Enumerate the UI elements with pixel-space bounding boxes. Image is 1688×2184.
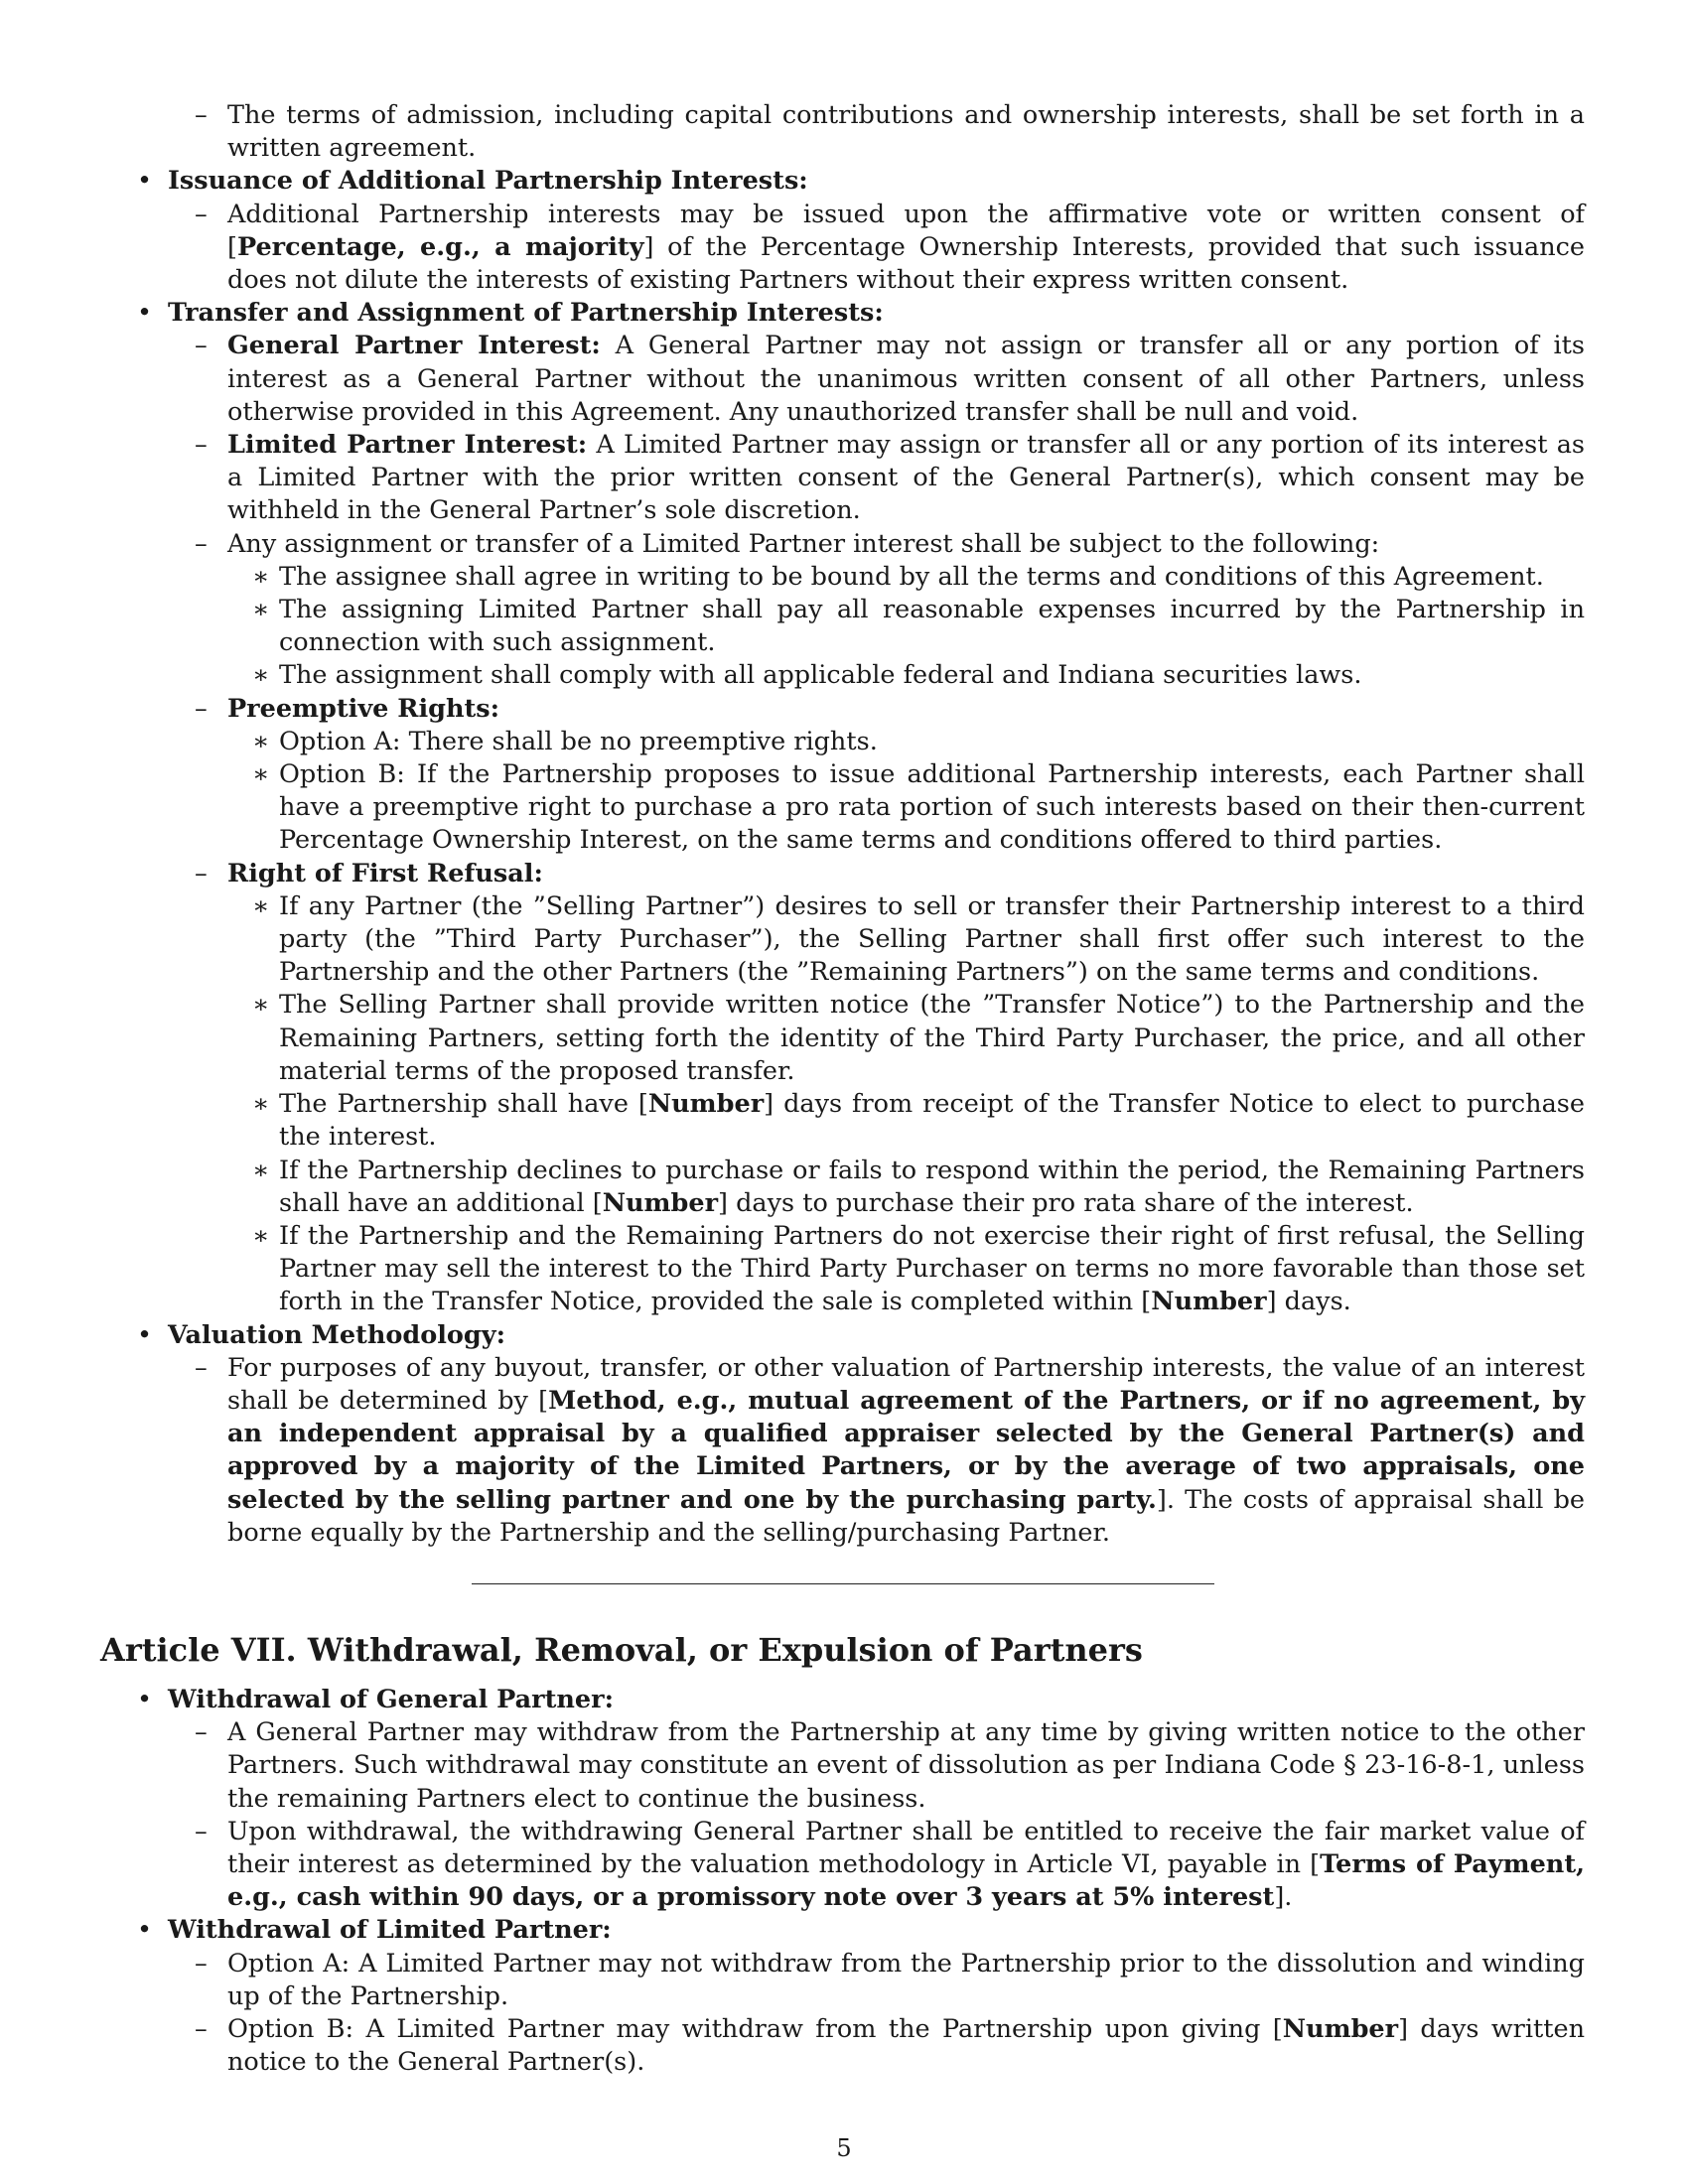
dash-bullet: –	[195, 100, 208, 130]
rofr-text-cont: ] days to purchase their pro rata share of the interest.	[718, 1187, 1414, 1218]
issuance-placeholder: Percentage, e.g., a majority	[236, 231, 644, 262]
dot-bullet: •	[137, 1319, 153, 1350]
section-divider	[472, 1583, 1214, 1584]
dash-bullet: –	[195, 693, 208, 724]
dot-bullet: •	[137, 1684, 153, 1714]
list-item	[0, 561, 1688, 594]
lp-withdrawal-heading: Withdrawal of Limited Partner:	[168, 1915, 612, 1946]
star-bullet: ∗	[252, 1155, 270, 1185]
dash-bullet: –	[195, 1948, 208, 1979]
gp-interest-text: A General Partner may not assign or transfer all or any portion of its interest as a General Partner without the unanimous written consent of all other Partners, unless otherwise provided in this Agreement. Any unauthorized transfer shall be null and void.	[227, 331, 1585, 427]
list-item	[0, 1684, 1688, 1716]
rofr-text: The Selling Partner shall provide written notice (the ”Transfer Notice”) to the Partnership and the Remaining Partners, setting forth the identity of the Third Party Purchaser, the price, and all other material terms of the proposed transfer.	[279, 990, 1585, 1086]
lp-withdrawal-text-cont: ] days written notice to the General Partner(s).	[227, 2013, 1585, 2078]
article-heading: Article VII. Withdrawal, Removal, or Expulsion of Partners	[100, 1630, 1143, 1669]
gp-withdrawal-text: A General Partner may withdraw from the Partnership at any time by giving written notice to the other Partners. Such withdrawal may constitute an event of dissolution as per Indiana Code § 23-16-8-1, unless the remaining Partners elect to continue the business.	[227, 1717, 1585, 1814]
preemptive-option-a: Option A: There shall be no preemptive rights.	[279, 726, 878, 756]
star-bullet: ∗	[252, 660, 270, 691]
admission-terms-text: The terms of admission, including capital contributions and ownership interests, shall be set forth in a written agreement.	[227, 100, 1585, 164]
list-item	[0, 1914, 1688, 1947]
list-item	[0, 429, 1688, 528]
list-item	[0, 659, 1688, 692]
issuance-text: Additional Partnership interests may be issued upon the affirmative vote or written consent of [	[227, 199, 1585, 262]
number-placeholder: Number	[647, 1089, 765, 1120]
lp-interest-label: Limited Partner Interest:	[227, 430, 588, 461]
list-item	[0, 1948, 1688, 2013]
list-item	[0, 528, 1688, 561]
dot-bullet: •	[137, 1915, 153, 1946]
lp-withdrawal-option-b: Option B: A Limited Partner may withdraw from the Partnership upon giving [	[227, 2013, 1283, 2044]
valuation-text-cont: ]. The costs of appraisal shall be borne equally by the Partnership and the selling/purchasing Partner.	[227, 1484, 1585, 1548]
rofr-label: Right of First Refusal:	[227, 858, 543, 888]
payment-terms-placeholder: Terms of Payment, e.g., cash within 90 days, or a promissory note over 3 years at 5% interest	[227, 1848, 1586, 1913]
dash-bullet: –	[195, 199, 208, 229]
number-placeholder: Number	[1151, 1287, 1267, 1317]
star-bullet: ∗	[252, 561, 270, 592]
list-item	[0, 297, 1688, 330]
list-item	[0, 890, 1688, 990]
transfer-heading: Transfer and Assignment of Partnership Interests:	[168, 298, 884, 329]
dash-bullet: –	[195, 1352, 208, 1383]
gp-interest-label: General Partner Interest:	[227, 331, 601, 361]
dash-bullet: –	[195, 1816, 208, 1846]
condition-text: The assignee shall agree in writing to be bound by all the terms and conditions of this Agreement.	[279, 561, 1544, 592]
dot-bullet: •	[137, 298, 153, 329]
valuation-heading: Valuation Methodology:	[168, 1319, 505, 1350]
valuation-placeholder: Method, e.g., mutual agreement of the Partners, or if no agreement, by an independent appraisal by a qualified appraiser selected by the General Partner(s) and approved by a majority of the Limited Partners, or by the average of two appraisals, one selected by the selling partner and one by the purchasing party.	[227, 1385, 1586, 1515]
gp-withdrawal-heading: Withdrawal of General Partner:	[168, 1684, 615, 1714]
dash-bullet: –	[195, 430, 208, 461]
list-item	[0, 989, 1688, 1088]
list-item	[0, 693, 1688, 726]
star-bullet: ∗	[252, 1220, 270, 1251]
star-bullet: ∗	[252, 890, 270, 921]
lp-withdrawal-option-a: Option A: A Limited Partner may not withdraw from the Partnership prior to the dissolution and winding up of the Partnership.	[227, 1948, 1585, 2011]
condition-text: The assigning Limited Partner shall pay all reasonable expenses incurred by the Partnership in connection with such assignment.	[279, 595, 1585, 658]
list-item	[0, 858, 1688, 890]
list-item	[0, 1352, 1688, 1550]
valuation-text: For purposes of any buyout, transfer, or other valuation of Partnership interests, the value of an interest shall be determined by [	[227, 1352, 1585, 1416]
number-placeholder: Number	[602, 1187, 719, 1218]
rofr-text: If the Partnership and the Remaining Partners do not exercise their right of first refusal, the Selling Partner may sell the interest to the Third Party Purchaser on terms no more favorable than those set forth in the Transfer Notice, provided the sale is completed within [	[279, 1220, 1585, 1317]
list-item	[0, 758, 1688, 858]
gp-withdrawal-text-cont: ].	[1274, 1882, 1293, 1913]
dash-bullet: –	[195, 528, 208, 559]
issuance-heading: Issuance of Additional Partnership Interests:	[168, 166, 808, 197]
list-item	[0, 1155, 1688, 1220]
list-item	[0, 594, 1688, 659]
list-item	[0, 726, 1688, 758]
dot-bullet: •	[137, 166, 153, 197]
conditions-intro: Any assignment or transfer of a Limited Partner interest shall be subject to the following:	[227, 528, 1380, 559]
number-placeholder: Number	[1282, 2013, 1399, 2044]
rofr-text: If the Partnership declines to purchase or fails to respond within the period, the Remaining Partners shall have an additional [	[279, 1155, 1585, 1218]
star-bullet: ∗	[252, 1089, 270, 1120]
page-number: 5	[836, 2134, 852, 2162]
list-item	[0, 99, 1688, 165]
list-item	[0, 1716, 1688, 1816]
rofr-text-cont: ] days from receipt of the Transfer Notice to elect to purchase the interest.	[279, 1089, 1585, 1153]
issuance-text-cont: ] of the Percentage Ownership Interests, provided that such issuance does not dilute the interests of existing Partners without their express written consent.	[227, 231, 1585, 296]
star-bullet: ∗	[252, 990, 270, 1021]
list-item	[0, 199, 1688, 298]
list-item	[0, 330, 1688, 429]
preemptive-option-b: Option B: If the Partnership proposes to issue additional Partnership interests, each Partner shall have a preemptive right to purchase a pro rata portion of such interests based on their then-current Percentage Ownership Interest, on the same terms and conditions offered to third parties.	[279, 759, 1585, 856]
star-bullet: ∗	[252, 759, 270, 790]
dash-bullet: –	[195, 858, 208, 888]
list-item	[0, 1816, 1688, 1915]
rofr-text: If any Partner (the ”Selling Partner”) desires to sell or transfer their Partnership interest to a third party (the ”Third Party Purchaser”), the Selling Partner shall first offer such interest to the Partnership and the other Partners (the ”Remaining Partners”) on the same terms and conditions.	[279, 890, 1585, 988]
page-content	[0, 99, 1688, 2079]
lp-interest-text: A Limited Partner may assign or transfer all or any portion of its interest as a Limited Partner with the prior written consent of the General Partner(s), which consent may be withheld in the General Partner’s sole discretion.	[227, 430, 1585, 526]
gp-withdrawal-text: Upon withdrawal, the withdrawing General Partner shall be entitled to receive the fair market value of their interest as determined by the valuation methodology in Article VI, payable in [	[227, 1816, 1585, 1879]
list-item	[0, 165, 1688, 198]
list-item	[0, 1319, 1688, 1352]
dash-bullet: –	[195, 331, 208, 361]
dash-bullet: –	[195, 1717, 208, 1748]
list-item	[0, 2013, 1688, 2079]
list-item	[0, 1088, 1688, 1154]
rofr-text: The Partnership shall have [	[279, 1089, 648, 1120]
star-bullet: ∗	[252, 726, 270, 756]
preemptive-rights-label: Preemptive Rights:	[227, 693, 500, 724]
list-item	[0, 1220, 1688, 1319]
star-bullet: ∗	[252, 595, 270, 625]
dash-bullet: –	[195, 2013, 208, 2044]
rofr-text-cont: ] days.	[1266, 1287, 1351, 1317]
condition-text: The assignment shall comply with all applicable federal and Indiana securities laws.	[279, 660, 1362, 691]
